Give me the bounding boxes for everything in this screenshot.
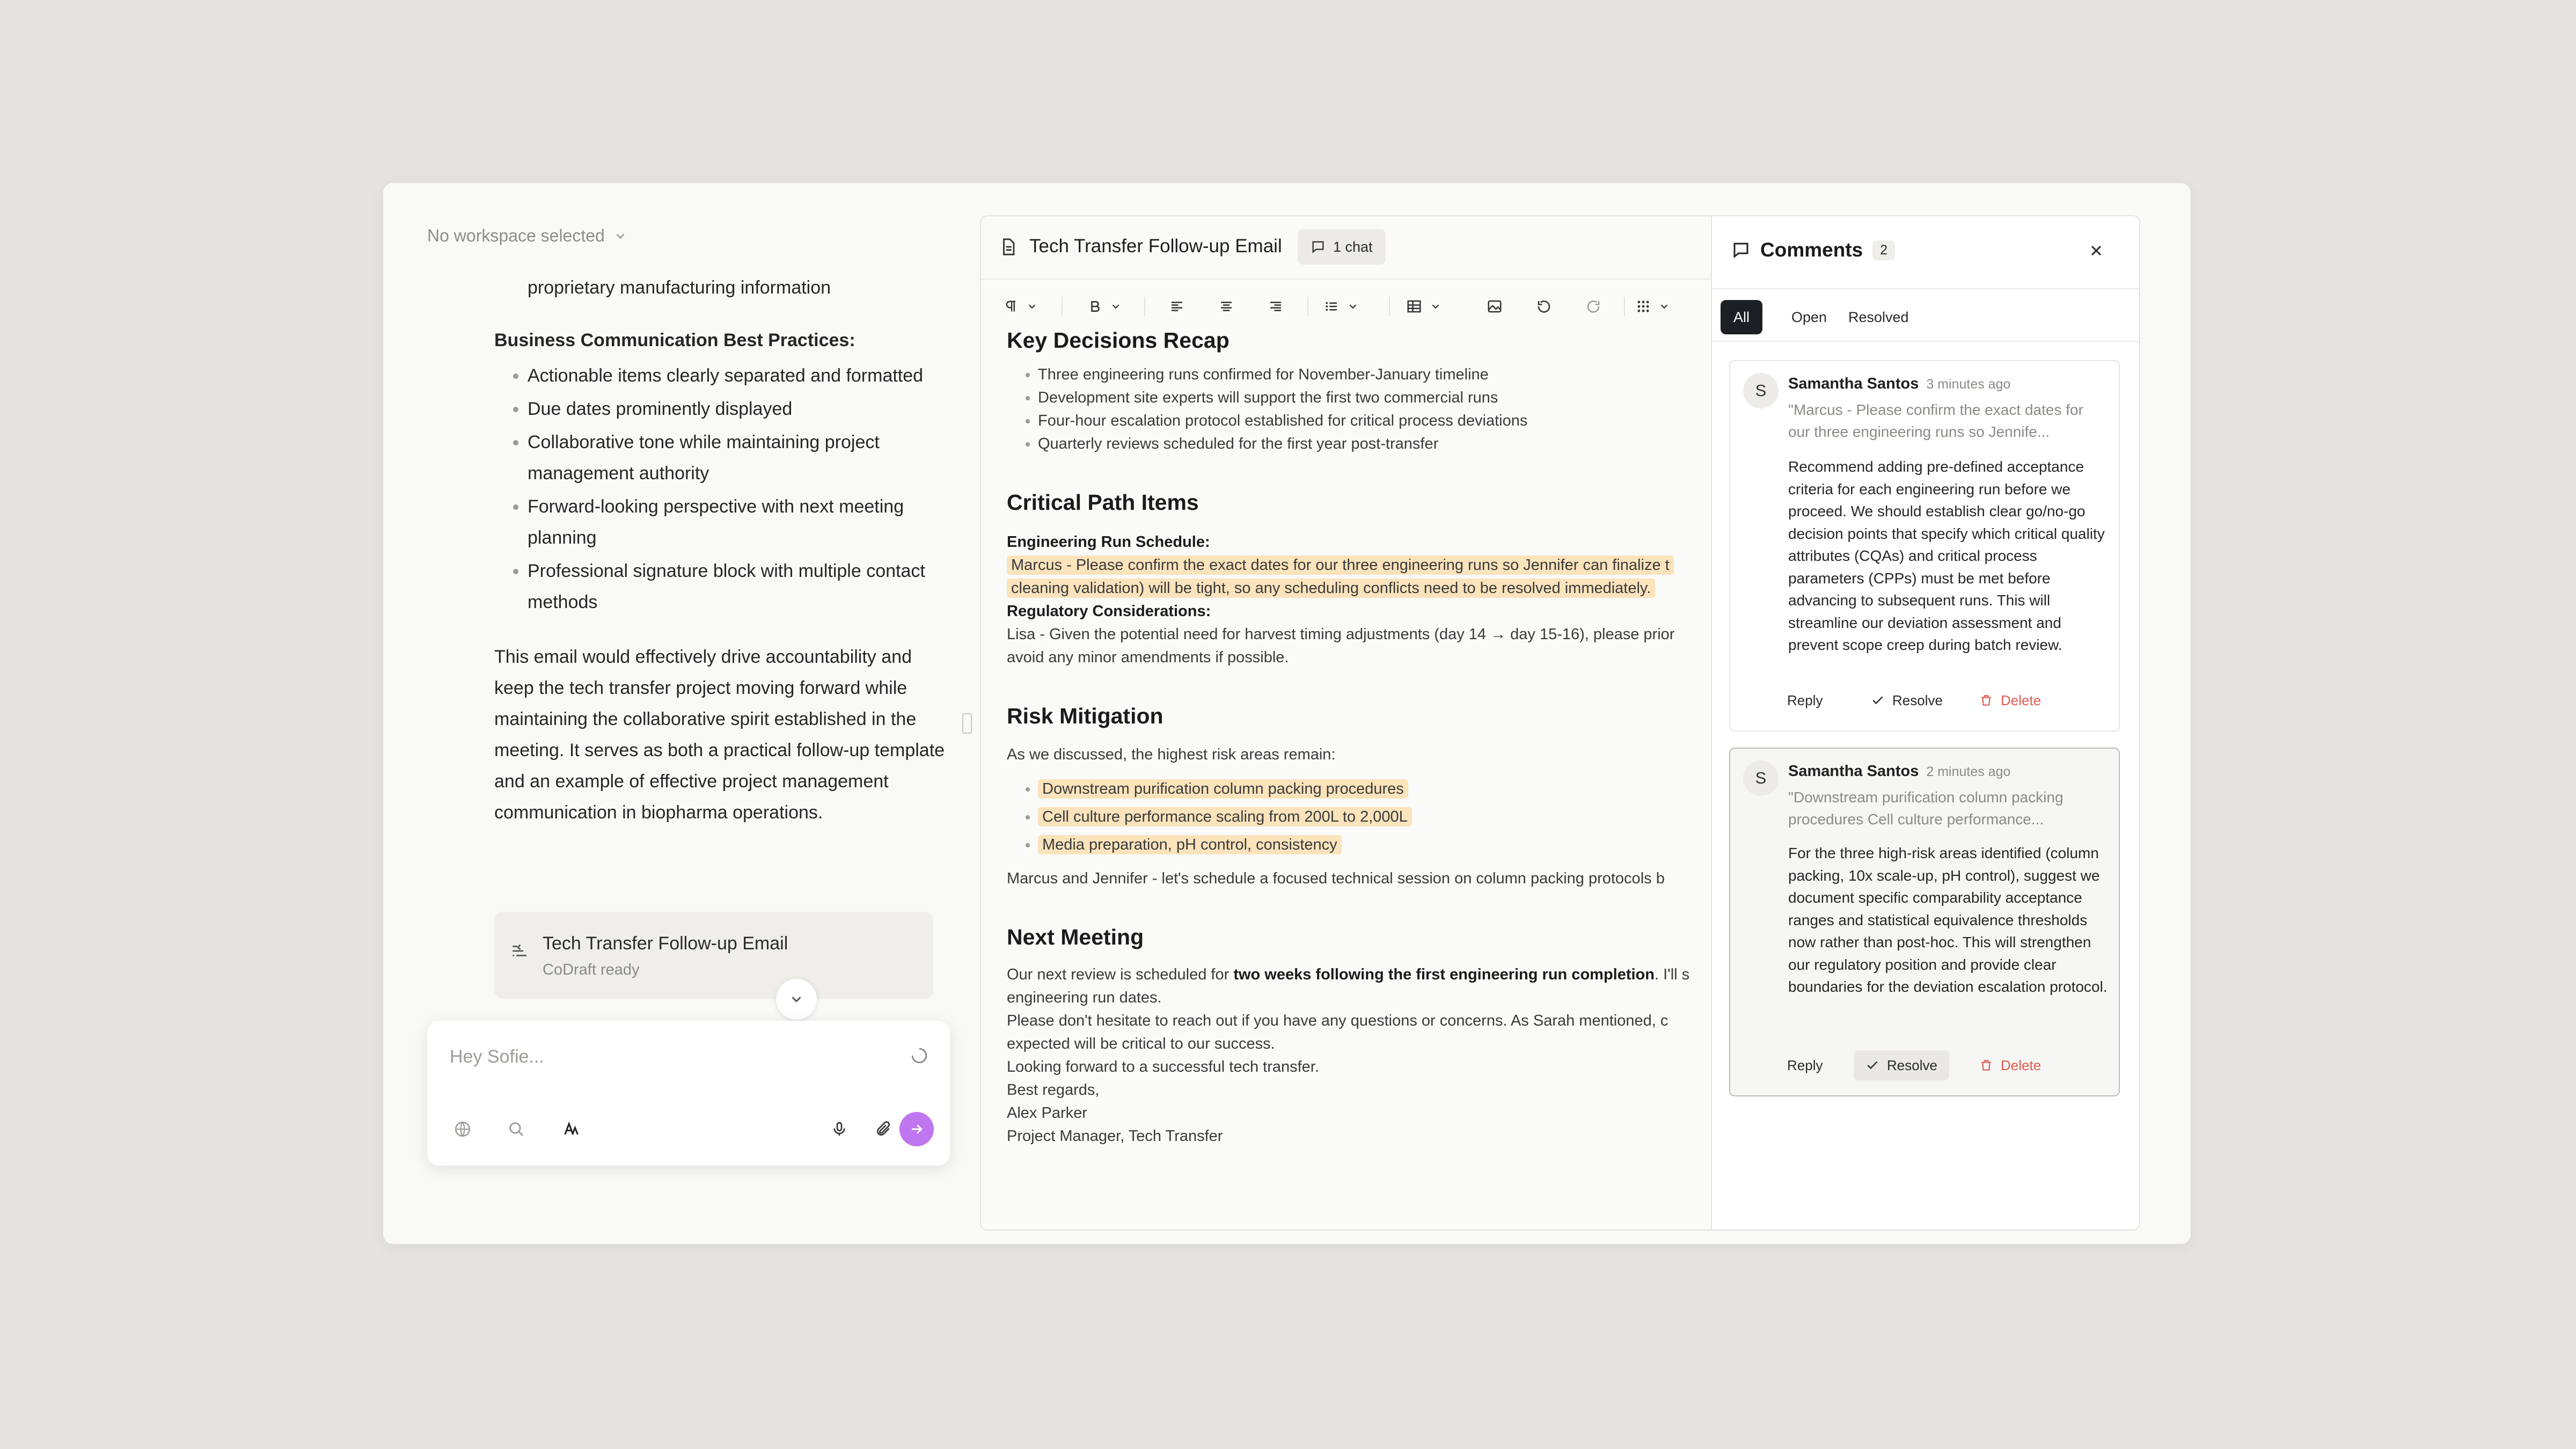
highlighted-text[interactable]: Marcus - Please confirm the exact dates for our three engineering runs so Jennifer can finalize t [1007,555,1674,575]
list-item: • Four-hour escalation protocol established for critical process deviations [1038,409,1715,433]
comment-filter-tabs [1712,288,2139,342]
list-item: • Forward-looking perspective with next meeting planning [528,491,945,553]
globe-icon [453,1120,472,1138]
list-icon [1323,298,1340,314]
insert-image-button[interactable] [1487,296,1503,317]
send-button[interactable] [899,1112,934,1146]
paragraph-line: Marcus and Jennifer - let's schedule a focused technical session on column packing protocols b [1007,870,1665,887]
comment-text: For the three high-risk areas identified (column packing, 10x scale-up, pH control), suggest we document specific comparability acceptance ranges and statistical equivalence thresholds now rather than post-hoc. This will strengthen our regulatory position and provide clear boundaries for the deviation escalation protocol. [1788,845,2107,995]
paragraph-line: Looking forward to a successful tech transfer. [1007,1058,1319,1075]
chat-composer [427,1021,950,1166]
model-icon [563,1121,579,1137]
comment-author: Samantha Santos 2 minutes ago [1788,763,2011,780]
comment-timestamp: 3 minutes ago [1926,377,2011,392]
chat-bullet-list [494,360,945,618]
align-right-icon [1268,298,1284,314]
comment-actions [1730,1050,2119,1080]
align-left-button[interactable] [1169,296,1185,317]
codraft-card[interactable] [494,912,933,999]
delete-button[interactable]: Delete [1967,685,2053,715]
comment-icon [1731,240,1751,260]
highlighted-text[interactable]: Cell culture performance scaling from 200L to 2,000L [1038,807,1412,826]
model-button[interactable] [554,1112,588,1146]
toolbar-divider [1624,297,1625,316]
bold-icon [1088,299,1102,314]
chevron-down-icon [1110,301,1122,312]
chevron-down-icon [1347,301,1359,312]
card-title: Tech Transfer Follow-up Email [543,933,788,954]
microphone-icon [831,1121,848,1138]
avatar: S [1743,373,1779,408]
toolbar-divider [1389,297,1390,316]
chat-count-button[interactable] [1298,229,1386,265]
paragraph-line: Alex Parker [1007,1104,1087,1122]
align-right-button[interactable] [1268,296,1284,317]
grid-icon [1636,299,1651,314]
trash-icon [1979,1058,1993,1072]
delete-button[interactable]: Delete [1967,1050,2053,1080]
align-left-icon [1169,298,1185,314]
chevron-down-icon [1026,301,1038,312]
paragraph-style-dropdown[interactable] [1004,296,1038,317]
paragraph-line: Project Manager, Tech Transfer [1007,1128,1223,1145]
search-icon [507,1120,525,1138]
comment-quote: "Downstream purification column packing procedures Cell culture performance... [1788,789,2063,828]
list-item: • Actionable items clearly separated and formatted [528,360,945,391]
document-content[interactable] [1007,327,1715,1148]
tab-open[interactable]: Open [1791,309,1827,325]
chat-continuation: proprietary manufacturing information [528,277,831,298]
card-status: CoDraft ready [543,961,640,978]
arrow-right-icon [909,1121,925,1137]
chat-count-label: 1 chat [1333,238,1373,255]
reply-button[interactable]: Reply [1787,1057,1823,1073]
chat-message [494,272,945,828]
paragraph-line: Lisa - Given the potential need for harvest timing adjustments (day 14 → day 15-16), please prior [1007,626,1675,643]
comment-author: Samantha Santos 3 minutes ago [1788,375,2011,392]
reply-button[interactable]: Reply [1787,692,1823,708]
paperclip-icon [875,1121,892,1138]
resolve-button[interactable]: Resolve [1854,1050,1949,1080]
comments-count-badge: 2 [1872,240,1895,260]
comment-card[interactable] [1729,748,2120,1096]
avatar: S [1743,760,1779,796]
comment-quote: "Marcus - Please confirm the exact dates for our three engineering runs so Jennife... [1788,401,2083,440]
toolbar-divider [1062,297,1063,316]
globe-button[interactable] [445,1112,480,1146]
align-center-icon [1218,298,1234,314]
field-label: Engineering Run Schedule: [1007,533,1210,551]
workspace-selector[interactable] [427,226,627,246]
decisions-list [1007,363,1715,456]
list-item: • Development site experts will support the first two commercial runs [1038,386,1715,409]
document-editor [980,215,1715,1231]
comment-timestamp: 2 minutes ago [1926,764,2011,779]
pane-resize-handle[interactable] [962,713,972,734]
highlighted-text[interactable]: cleaning validation) will be tight, so any scheduling conflicts need to be resolved immediately. [1007,579,1655,598]
outline-icon [510,942,529,960]
close-icon[interactable] [2088,242,2105,259]
undo-icon [1536,298,1552,314]
table-dropdown[interactable] [1406,296,1441,317]
chevron-down-icon [613,229,627,243]
tab-all[interactable]: All [1721,300,1762,334]
paragraph-line: expected will be critical to our success. [1007,1035,1275,1052]
document-title: Tech Transfer Follow-up Email [1029,236,1282,257]
format-toolbar [981,279,1715,333]
paragraph-line: Best regards, [1007,1081,1100,1099]
comments-panel [1711,215,2140,1231]
list-item: • Due dates prominently displayed [528,393,945,425]
redo-button[interactable] [1585,296,1601,317]
comment-icon [1311,239,1326,254]
comment-card[interactable] [1729,360,2120,731]
chat-heading: Business Communication Best Practices: [494,330,855,350]
highlighted-text[interactable]: Downstream purification column packing procedures [1038,779,1408,799]
app-window [383,183,2191,1244]
chat-paragraph: This email would effectively drive accountability and keep the tech transfer project moving forward while maintaining the collaborative spirit established in the meeting. It serves as both a practical follow-up template and an example of effective project management communication in biopharma operations. [494,647,945,823]
paragraph-line: engineering run dates. [1007,989,1162,1006]
chevron-down-icon [1658,301,1670,312]
highlighted-text[interactable]: Media preparation, pH control, consistency [1038,835,1342,854]
loading-spinner-icon [910,1046,928,1065]
section-heading: Key Decisions Recap [1007,328,1230,353]
attach-button[interactable] [866,1112,901,1146]
check-icon [1865,1058,1879,1072]
image-icon [1487,298,1503,314]
composer-input[interactable]: Hey Sofie... [450,1046,544,1067]
tab-resolved[interactable]: Resolved [1848,309,1909,325]
chevron-down-icon [1430,301,1441,312]
list-dropdown[interactable] [1323,296,1359,317]
comments-title: Comments [1760,239,1863,261]
toolbar-divider [1144,297,1145,316]
pilcrow-icon [1004,299,1019,314]
search-button[interactable] [499,1112,533,1146]
redo-icon [1585,298,1601,314]
list-item: • Collaborative tone while maintaining project management authority [528,427,945,489]
chevron-down-icon [788,991,804,1007]
undo-button[interactable] [1536,296,1552,317]
field-label: Regulatory Considerations: [1007,603,1211,620]
bold-dropdown[interactable] [1088,296,1122,317]
table-icon [1406,298,1422,314]
align-center-button[interactable] [1218,296,1234,317]
workspace-label: No workspace selected [427,226,605,245]
comments-header [1731,239,1895,261]
list-item: • Three engineering runs confirmed for November-January timeline [1038,363,1715,386]
paragraph-line: Please don't hesitate to reach out if you have any questions or concerns. As Sarah mentioned, c [1007,1012,1668,1029]
resolve-button[interactable]: Resolve [1859,685,1955,715]
more-tools-dropdown[interactable] [1636,296,1670,317]
comment-text: Recommend adding pre-defined acceptance criteria for each engineering run before we proceed. We should establish clear go/no-go decision points that specify which critical quality attributes (CQAs) and critical process parameters (CPPs) must be met before advancing to subsequent runs. This will streamline our deviation assessment and prevent scope creep during batch review. [1788,458,2105,653]
paragraph-line: Our next review is scheduled for two weeks following the first engineering run completion. I'll s [1007,966,1690,983]
check-icon [1871,693,1885,707]
list-item: • Professional signature block with multiple contact methods [528,555,945,618]
document-icon [999,237,1018,257]
section-heading: Next Meeting [1007,925,1144,949]
section-heading: Risk Mitigation [1007,704,1163,728]
scroll-down-button[interactable] [776,979,817,1020]
comment-actions [1730,685,2119,715]
microphone-button[interactable] [822,1112,857,1146]
paragraph-line: avoid any minor amendments if possible. [1007,649,1289,666]
paragraph-line: As we discussed, the highest risk areas remain: [1007,746,1336,763]
list-item: • Quarterly reviews scheduled for the first year post-transfer [1038,433,1715,456]
risk-list [1007,775,1715,859]
section-heading: Critical Path Items [1007,490,1199,515]
toolbar-divider [1307,297,1308,316]
trash-icon [1979,693,1993,707]
